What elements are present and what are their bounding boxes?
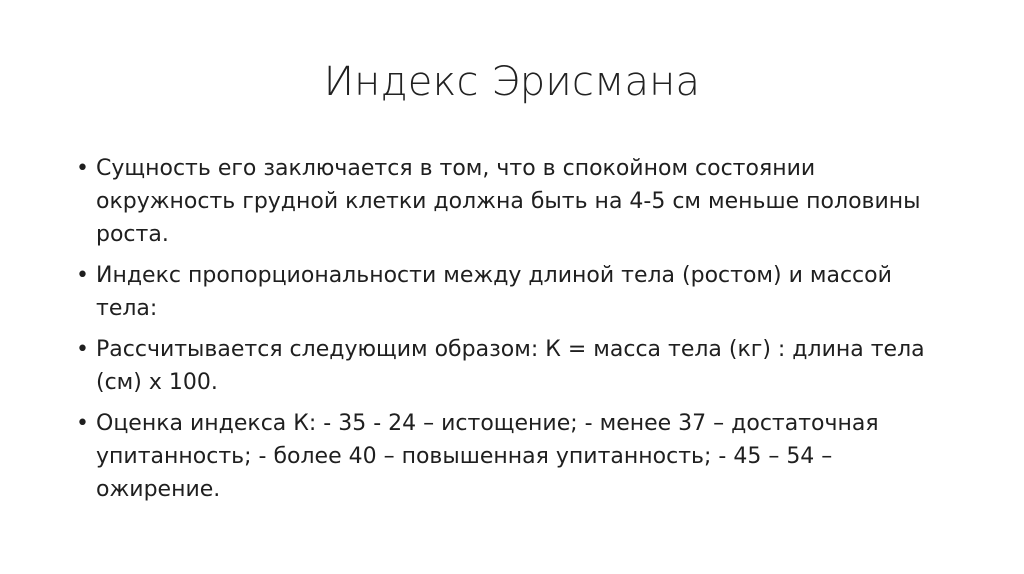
slide-title: Индекс Эрисмана bbox=[323, 59, 701, 105]
bullet-item bbox=[72, 333, 952, 399]
bullet-item bbox=[72, 152, 952, 251]
bullet-text: Сущность его заключается в том, что в спокойном состоянии окружность грудной клетки должна быть на 4-5 см меньше половины роста. bbox=[96, 156, 921, 247]
bullet-text: Рассчитывается следующим образом: К = масса тела (кг) : длина тела (см) х 100. bbox=[96, 337, 925, 395]
bullet-item bbox=[72, 259, 952, 325]
bullet-dot-icon: • bbox=[76, 337, 89, 362]
bullet-text: Оценка индекса К: - 35 - 24 – истощение; - менее 37 – достаточная упитанность; - более 40 – повышенная упитанность; - 45 – 54 – ожирение. bbox=[96, 411, 879, 502]
bullet-item bbox=[72, 407, 952, 506]
bullet-dot-icon: • bbox=[76, 411, 89, 436]
bullet-dot-icon: • bbox=[76, 263, 89, 288]
bullet-list bbox=[72, 152, 952, 514]
bullet-dot-icon: • bbox=[76, 156, 89, 181]
bullet-text: Индекс пропорциональности между длиной тела (ростом) и массой тела: bbox=[96, 263, 892, 321]
